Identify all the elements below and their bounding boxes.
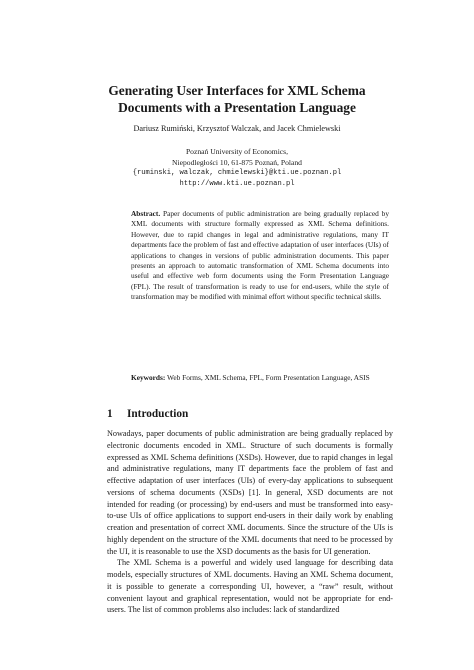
affiliation-line-1: Poznań University of Economics, <box>185 147 289 156</box>
section-title: Introduction <box>127 408 189 420</box>
abstract-label: Abstract. <box>131 209 161 218</box>
keywords-label: Keywords: <box>131 373 166 382</box>
body-paragraph-1: Nowadays, paper documents of public administration are being gradually replaced by electronic documents encoded in XML. Structure of such documents is formally expressed as XML Schema definitions (XSDs). However, due to rapid changes in legal and administrative regulations, many IT departments face the problem of fast and effective adaptation of user interfaces (UIs) of every-day applications to subsequent versions of schema documents (XSDs) [1]. In general, XSD documents are not intended for reading (or processing) by end-users and must be transformed into easy-to-use UIs of office applications to support end-users in their daily work by enabling creation and presentation of correct XML documents. Since the structure of the UIs is highly dependent on the structure of the XML documents that need to be processed by the UI, it is reasonable to use the XSD documents as the basis for UI generation. <box>107 429 393 556</box>
paper-title <box>60 82 414 116</box>
body-paragraph-2: The XML Schema is a powerful and widely used language for describing data models, especially structures of XML documents. Having an XML Schema document, it is possible to generate a corresponding UI, however, a “raw” result, without convenient layout and graphical representation, would not be appropriate for end-users. The list of common problems also includes: lack of standardized <box>107 558 393 615</box>
section-number: 1 <box>107 408 113 420</box>
title-line-2: Documents with a Presentation Language <box>118 100 356 115</box>
title-line-1: Generating User Interfaces for XML Schema <box>108 83 366 98</box>
institution-url: http://www.kti.ue.poznan.pl <box>179 179 295 188</box>
affiliation-block <box>60 147 414 189</box>
author-list: Dariusz Rumiński, Krzysztof Walczak, and Jacek Chmielewski <box>133 124 341 133</box>
keywords-text: Web Forms, XML Schema, FPL, Form Presentation Language, ASIS <box>167 373 370 382</box>
keywords-block <box>131 373 389 383</box>
abstract-text: Paper documents of public administration are being gradually replaced by XML documents with structure formally expressed as XML Schema definitions. However, due to rapid changes in legal and administrative regulations, many IT departments face the problem of fast and effective adaptation of user interfaces (UIs) of applications to changes in versions of public administration documents. This paper presents an approach to automatic transformation of XML Schema documents into useful and effective web form documents using the Form Presentation Language (FPL). The result of transformation is ready to use for end-users, while the style of transformation may be modified with minimal effort without specific technical skills. <box>131 209 389 302</box>
affiliation-line-2: Niepodległości 10, 61-875 Poznań, Poland <box>172 157 302 167</box>
author-emails: {ruminski, walczak, chmielewski}@kti.ue.poznan.pl <box>132 169 342 177</box>
abstract-block <box>131 209 389 303</box>
section-heading-introduction <box>107 407 188 421</box>
section-body <box>107 428 393 616</box>
